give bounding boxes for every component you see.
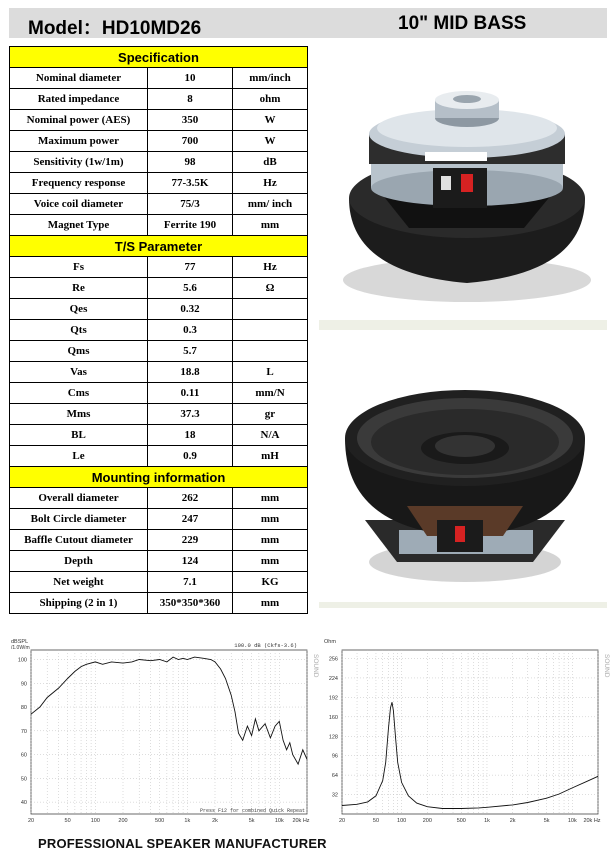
mount-row (10, 551, 308, 572)
y-tick-label: 40 (20, 800, 27, 807)
y-tick-label: 32 (331, 792, 338, 799)
footer-tagline: PROFESSIONAL SPEAKER MANUFACTURER (38, 836, 327, 851)
spec-param: Nominal diameter (10, 68, 148, 89)
graph-header-note: 100.0 dB (Ckfs-3.6) (234, 642, 297, 649)
spec-param: Nominal power (AES) (10, 110, 148, 131)
ts-row (10, 383, 308, 404)
ts-param: Vas (10, 362, 148, 383)
spec-row (10, 173, 308, 194)
brand-watermark: SOUND (312, 654, 319, 678)
x-tick-label: 20k Hz (583, 818, 601, 824)
ts-section-title: T/S Parameter (10, 236, 308, 257)
spec-value: 98 (148, 152, 233, 173)
plot-frame (31, 650, 307, 814)
y-unit-label: Ohm (324, 639, 336, 645)
spec-section-title: Specification (10, 47, 308, 68)
ts-value: 18.8 (148, 362, 233, 383)
ts-value: 0.11 (148, 383, 233, 404)
x-tick-label: 500 (155, 818, 165, 824)
photo-panel (319, 48, 607, 608)
ts-unit: Ω (233, 278, 308, 299)
mount-section-title: Mounting information (10, 467, 308, 488)
mount-value: 350*350*360 (148, 593, 233, 614)
y-tick-label: 64 (331, 773, 338, 780)
ts-param: Qts (10, 320, 148, 341)
spec-value: Ferrite 190 (148, 215, 233, 236)
speaker-photo-rear (319, 48, 607, 320)
mount-unit: mm (233, 509, 308, 530)
mount-value: 124 (148, 551, 233, 572)
x-tick-label: 10k (274, 818, 284, 824)
ts-param: Qms (10, 341, 148, 362)
spec-unit: mm/inch (233, 68, 308, 89)
spec-unit: mm (233, 215, 308, 236)
spec-unit: mm/ inch (233, 194, 308, 215)
spec-unit: dB (233, 152, 308, 173)
spec-param: Magnet Type (10, 215, 148, 236)
mount-row (10, 488, 308, 509)
ts-row (10, 404, 308, 425)
spec-param: Sensitivity (1w/1m) (10, 152, 148, 173)
x-tick-label: 10k (567, 818, 577, 824)
graph-footer-note: Press F12 for combined Quick Repeat (199, 808, 305, 814)
mount-unit: mm (233, 530, 308, 551)
spec-param: Frequency response (10, 173, 148, 194)
x-tick-label: 50 (64, 818, 71, 824)
mount-row (10, 530, 308, 551)
x-tick-label: 2k (509, 818, 516, 824)
x-tick-label: 100 (90, 818, 100, 824)
ts-unit: mH (233, 446, 308, 467)
ts-value: 37.3 (148, 404, 233, 425)
ts-row (10, 320, 308, 341)
y-tick-label: 50 (20, 776, 27, 783)
spec-unit: ohm (233, 89, 308, 110)
ts-unit: L (233, 362, 308, 383)
frequency-response-graph (9, 636, 317, 826)
spec-unit: W (233, 110, 308, 131)
spec-value: 77-3.5K (148, 173, 233, 194)
ts-param: Fs (10, 257, 148, 278)
mount-value: 247 (148, 509, 233, 530)
y-tick-label: 100 (17, 657, 27, 664)
y-tick-label: 128 (328, 734, 338, 741)
x-tick-label: 50 (372, 818, 380, 824)
x-tick-label: 5k (543, 818, 550, 824)
spec-row (10, 68, 308, 89)
spec-unit: Hz (233, 173, 308, 194)
ts-value: 18 (148, 425, 233, 446)
mount-value: 229 (148, 530, 233, 551)
mount-value: 7.1 (148, 572, 233, 593)
y-tick-label: 90 (20, 681, 27, 688)
ts-unit: Hz (233, 257, 308, 278)
y-tick-label: 96 (331, 753, 338, 760)
mount-param: Overall diameter (10, 488, 148, 509)
x-tick-label: 20 (338, 818, 346, 824)
ts-value: 0.32 (148, 299, 233, 320)
ts-unit (233, 341, 308, 362)
x-tick-label: 2k (212, 818, 218, 824)
ts-param: Qes (10, 299, 148, 320)
mount-unit: mm (233, 593, 308, 614)
ts-value: 5.7 (148, 341, 233, 362)
mount-param: Depth (10, 551, 148, 572)
ts-row (10, 362, 308, 383)
ts-row (10, 257, 308, 278)
y-tick-label: 70 (20, 728, 27, 735)
ts-unit: N/A (233, 425, 308, 446)
y-tick-label: 192 (328, 695, 338, 702)
spec-param: Rated impedance (10, 89, 148, 110)
mount-param: Net weight (10, 572, 148, 593)
x-tick-label: 200 (422, 818, 432, 824)
mount-unit: mm (233, 551, 308, 572)
ts-row (10, 446, 308, 467)
mount-param: Baffle Cutout diameter (10, 530, 148, 551)
mount-param: Bolt Circle diameter (10, 509, 148, 530)
ts-unit (233, 299, 308, 320)
y-tick-label: 256 (328, 656, 338, 663)
impedance-graph (322, 636, 608, 826)
mount-unit: KG (233, 572, 308, 593)
spec-row (10, 89, 308, 110)
ts-param: Cms (10, 383, 148, 404)
spec-value: 700 (148, 131, 233, 152)
spec-param: Maximum power (10, 131, 148, 152)
x-tick-label: 100 (397, 818, 407, 824)
y-tick-label: 60 (20, 752, 27, 759)
x-tick-label: 500 (456, 818, 466, 824)
spec-unit: W (233, 131, 308, 152)
plot-frame (342, 650, 598, 814)
ts-value: 0.3 (148, 320, 233, 341)
ts-param: Le (10, 446, 148, 467)
mount-row (10, 509, 308, 530)
ts-row (10, 278, 308, 299)
ts-param: BL (10, 425, 148, 446)
x-tick-label: 1k (484, 818, 490, 824)
spec-value: 350 (148, 110, 233, 131)
y-tick-label: 80 (20, 705, 27, 712)
mount-param: Shipping (2 in 1) (10, 593, 148, 614)
spec-row (10, 152, 308, 173)
x-tick-label: 5k (248, 818, 255, 824)
spec-value: 10 (148, 68, 233, 89)
speaker-photo-front (319, 330, 607, 602)
ts-value: 5.6 (148, 278, 233, 299)
ts-unit: gr (233, 404, 308, 425)
brand-watermark: SOUND (603, 654, 610, 678)
spec-row (10, 194, 308, 215)
x-tick-label: 20k Hz (292, 818, 310, 824)
ts-row (10, 425, 308, 446)
mount-value: 262 (148, 488, 233, 509)
ts-param: Mms (10, 404, 148, 425)
spec-row (10, 215, 308, 236)
ts-row (10, 299, 308, 320)
ts-param: Re (10, 278, 148, 299)
spec-table (9, 46, 308, 614)
y-unit-sub: /1.0W/m (11, 645, 30, 651)
spec-row (10, 131, 308, 152)
ts-row (10, 341, 308, 362)
x-tick-label: 20 (27, 818, 35, 824)
ts-value: 77 (148, 257, 233, 278)
model-title: Model：HD10MD26 (28, 18, 202, 39)
y-tick-label: 224 (328, 675, 338, 682)
ts-value: 0.9 (148, 446, 233, 467)
x-tick-label: 1k (184, 818, 191, 824)
x-tick-label: 200 (118, 818, 128, 824)
y-tick-label: 160 (328, 714, 338, 721)
product-type: 10" MID BASS (398, 13, 527, 34)
y-unit-label: dBSPL (11, 639, 29, 645)
spec-value: 75/3 (148, 194, 233, 215)
spec-param: Voice coil diameter (10, 194, 148, 215)
mount-row (10, 593, 308, 614)
ts-unit (233, 320, 308, 341)
mount-unit: mm (233, 488, 308, 509)
spec-row (10, 110, 308, 131)
spec-value: 8 (148, 89, 233, 110)
mount-row (10, 572, 308, 593)
ts-unit: mm/N (233, 383, 308, 404)
